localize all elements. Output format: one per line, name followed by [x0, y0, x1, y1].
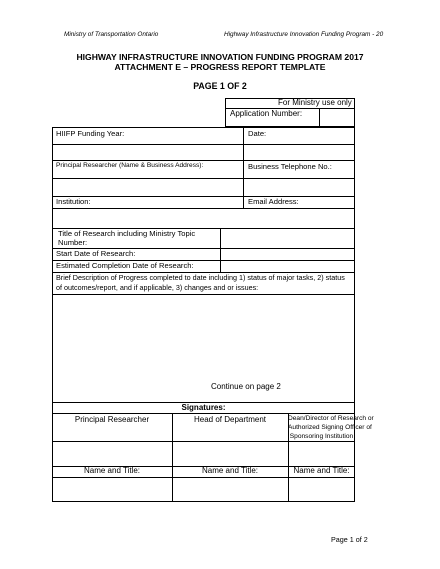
institution-field[interactable] [53, 209, 242, 227]
business-phone-label: Business Telephone No.: [248, 162, 332, 171]
application-number-field[interactable] [320, 109, 354, 126]
form-title: HIGHWAY INFRASTRUCTURE INNOVATION FUNDING PROGRAM 2017 [76, 52, 364, 62]
dean-signature-field[interactable] [289, 442, 354, 465]
start-date-field[interactable] [221, 249, 354, 259]
page-footer: Page 1 of 2 [331, 535, 368, 544]
progress-description-label-cont: of outcomes/report, and if applicable, 3) changes and or issues: [56, 283, 259, 292]
completion-date-label: Estimated Completion Date of Research: [56, 261, 194, 270]
head-of-department-signature-label: Head of Department [193, 415, 267, 424]
principal-name-title-label: Name and Title: [83, 466, 141, 475]
research-title-field[interactable] [221, 229, 354, 247]
signatures-heading: Signatures: [181, 403, 226, 412]
dean-signature-label-3: Sponsoring Institution [289, 433, 354, 440]
dean-signature-label-1: Dean/Director of Research or [288, 415, 374, 422]
ministry-use-heading: For Ministry use only [278, 98, 352, 107]
head-of-department-signature-field[interactable] [173, 442, 287, 465]
dean-name-title-label: Name and Title: [293, 466, 350, 475]
form-subtitle: ATTACHMENT E – PROGRESS REPORT TEMPLATE [114, 62, 326, 72]
funding-year-label: HIIFP Funding Year: [56, 129, 125, 138]
principal-researcher-signature-field[interactable] [53, 442, 171, 465]
principal-name-title-field[interactable] [53, 478, 171, 501]
page-indicator: PAGE 1 OF 2 [193, 81, 247, 91]
principal-researcher-address-field[interactable] [53, 179, 242, 195]
research-title-label: Title of Research including Ministry Topic [58, 229, 196, 238]
research-title-label-cont: Number: [58, 238, 88, 247]
principal-researcher-signature-label: Principal Researcher [74, 415, 150, 424]
header-ministry: Ministry of Transportation Ontario [64, 31, 159, 38]
head-name-title-field[interactable] [173, 478, 287, 501]
completion-date-field[interactable] [221, 261, 354, 271]
institution-label: Institution: [56, 197, 91, 206]
email-field[interactable] [244, 209, 354, 227]
head-name-title-label: Name and Title: [201, 466, 259, 475]
progress-description-field[interactable] [53, 295, 354, 401]
start-date-label: Start Date of Research: [56, 249, 136, 258]
continue-note: Continue on page 2 [211, 382, 281, 391]
header-program: Highway Infrastructure Innovation Funding Program - 20 [224, 31, 384, 38]
application-number-label: Application Number: [230, 109, 303, 118]
dean-signature-label-2: Authorized Signing Officer of [288, 424, 372, 431]
date-field[interactable] [244, 145, 354, 159]
dean-name-title-field[interactable] [289, 478, 354, 501]
email-label: Email Address: [248, 197, 299, 206]
principal-researcher-address-label: Principal Researcher (Name & Business Address): [56, 162, 204, 169]
funding-year-field[interactable] [53, 145, 242, 159]
date-label: Date: [248, 129, 267, 138]
business-phone-field[interactable] [244, 179, 354, 195]
progress-description-label: Brief Description of Progress completed to date including 1) status of major tasks, 2) status [56, 273, 345, 282]
